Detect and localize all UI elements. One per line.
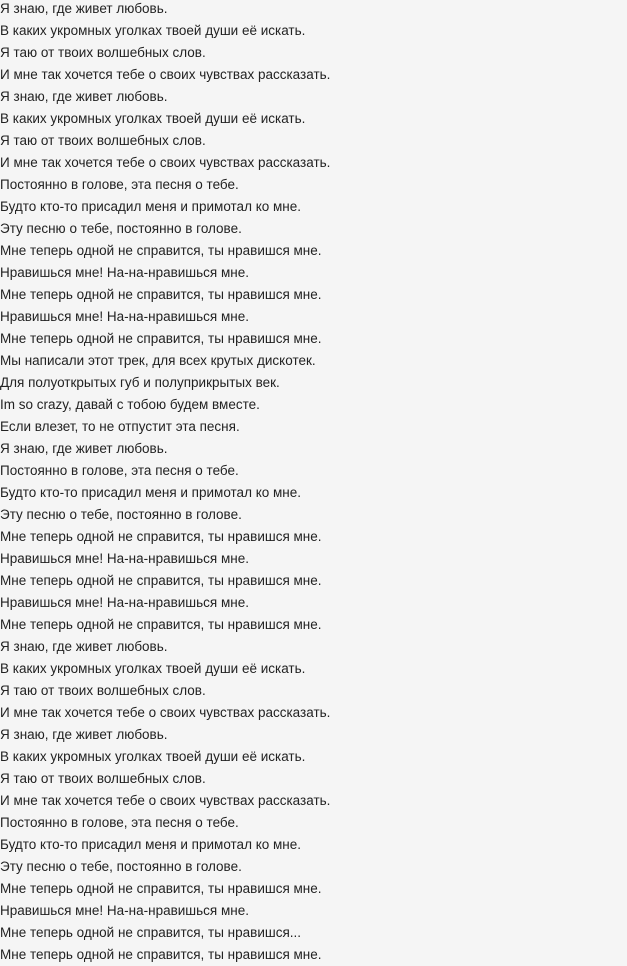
lyric-line: И мне так хочется тебе о своих чувствах рассказать. xyxy=(0,793,331,808)
lyric-line: Эту песню о тебе, постоянно в голове. xyxy=(0,221,242,236)
lyric-line: В каких укромных уголках твоей души её искать. xyxy=(0,749,306,764)
lyric-line: В каких укромных уголках твоей души её искать. xyxy=(0,661,306,676)
lyric-line: И мне так хочется тебе о своих чувствах рассказать. xyxy=(0,67,331,82)
lyric-line: Мне теперь одной не справится, ты нравишся мне. xyxy=(0,947,322,962)
lyric-line: Будто кто-то присадил меня и примотал ко мне. xyxy=(0,837,302,852)
lyric-line: В каких укромных уголках твоей души её искать. xyxy=(0,23,306,38)
lyric-line: И мне так хочется тебе о своих чувствах рассказать. xyxy=(0,155,331,170)
lyric-line: Я таю от твоих волшебных слов. xyxy=(0,133,206,148)
lyric-line: Если влезет, то не отпустит эта песня. xyxy=(0,419,240,434)
lyric-line: Im so crazy, давай с тобою будем вместе. xyxy=(0,397,260,412)
lyric-line: Я знаю, где живет любовь. xyxy=(0,727,168,742)
lyric-line: Нравишься мне! На-на-нравишься мне. xyxy=(0,595,249,610)
lyric-line: Нравишься мне! На-на-нравишься мне. xyxy=(0,309,249,324)
lyric-line: Эту песню о тебе, постоянно в голове. xyxy=(0,507,242,522)
lyric-line: Мне теперь одной не справится, ты нравишся мне. xyxy=(0,881,322,896)
lyric-line: Нравишься мне! На-на-нравишься мне. xyxy=(0,903,249,918)
lyric-line: Я таю от твоих волшебных слов. xyxy=(0,683,206,698)
lyric-line: Для полуоткрытых губ и полуприкрытых век. xyxy=(0,375,280,390)
lyric-line: В каких укромных уголках твоей души её искать. xyxy=(0,111,306,126)
lyric-line: Мне теперь одной не справится, ты нравишся мне. xyxy=(0,331,322,346)
lyric-line: Постоянно в голове, эта песня о тебе. xyxy=(0,815,239,830)
lyric-line: Мне теперь одной не справится, ты нравишся мне. xyxy=(0,243,322,258)
lyric-line: Мне теперь одной не справится, ты нравишся мне. xyxy=(0,287,322,302)
lyric-line: Нравишься мне! На-на-нравишься мне. xyxy=(0,551,249,566)
lyric-line: Я знаю, где живет любовь. xyxy=(0,1,168,16)
lyric-line: Будто кто-то присадил меня и примотал ко мне. xyxy=(0,485,302,500)
lyric-line: Постоянно в голове, эта песня о тебе. xyxy=(0,177,239,192)
lyric-line: Я таю от твоих волшебных слов. xyxy=(0,771,206,786)
lyric-line: Мне теперь одной не справится, ты нравишся мне. xyxy=(0,573,322,588)
lyric-line: Я знаю, где живет любовь. xyxy=(0,441,168,456)
lyric-line: Я знаю, где живет любовь. xyxy=(0,639,168,654)
lyric-line: Мне теперь одной не справится, ты нравишся мне. xyxy=(0,529,322,544)
lyric-line: Я таю от твоих волшебных слов. xyxy=(0,45,206,60)
lyric-line: Я знаю, где живет любовь. xyxy=(0,89,168,104)
lyric-line: Мне теперь одной не справится, ты нравишся... xyxy=(0,925,302,940)
lyric-line: И мне так хочется тебе о своих чувствах рассказать. xyxy=(0,705,331,720)
lyric-line: Мне теперь одной не справится, ты нравишся мне. xyxy=(0,617,322,632)
lyric-line: Нравишься мне! На-на-нравишься мне. xyxy=(0,265,249,280)
lyric-line: Постоянно в голове, эта песня о тебе. xyxy=(0,463,239,478)
lyric-line: Мы написали этот трек, для всех крутых дискотек. xyxy=(0,353,316,368)
lyric-line: Эту песню о тебе, постоянно в голове. xyxy=(0,859,242,874)
lyric-line: Будто кто-то присадил меня и примотал ко мне. xyxy=(0,199,302,214)
